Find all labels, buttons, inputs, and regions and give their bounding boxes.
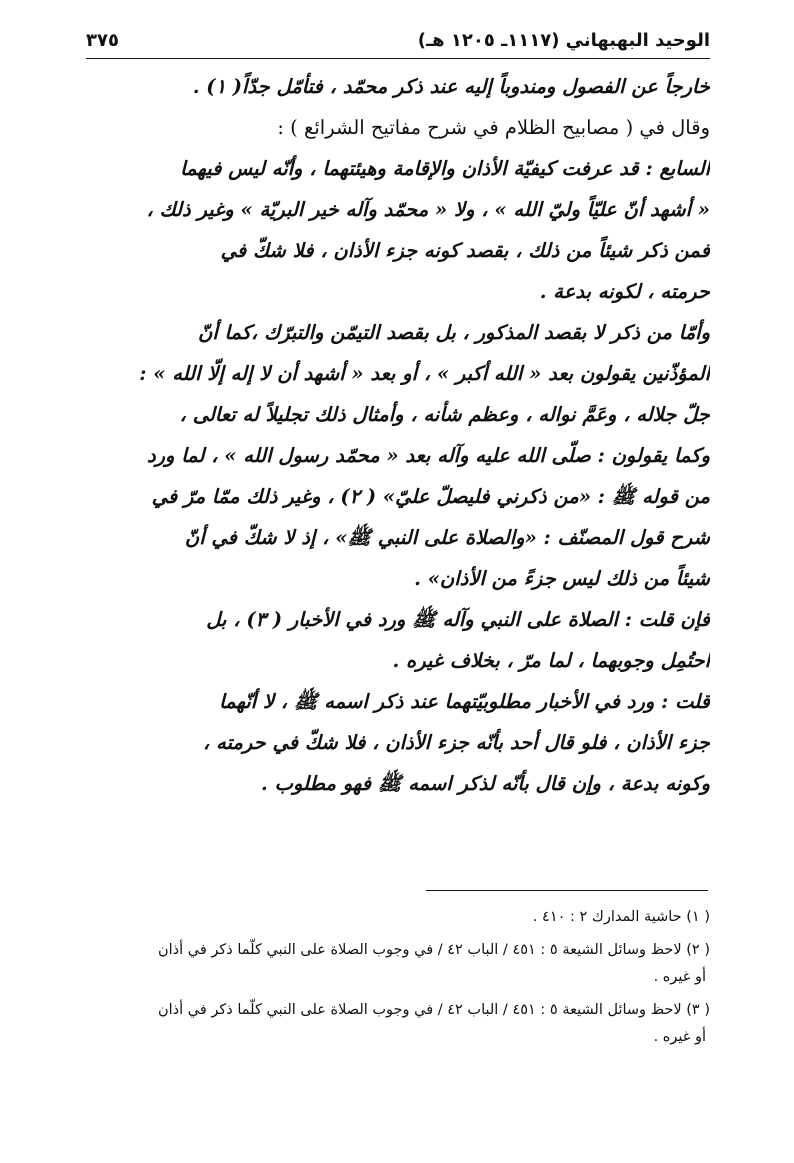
- footnotes: [86, 904, 710, 1057]
- body-text: [86, 66, 710, 804]
- text-line: وكما يقولون : صلّى الله عليه وآله بعد « محمّد رسول الله » ، لما ورد: [146, 444, 710, 467]
- text-line: وأمّا من ذكر لا بقصد المذكور ، بل بقصد التيمّن والتبرّك ،كما أنّ: [198, 321, 710, 344]
- footnote-1: [86, 904, 710, 931]
- text-line: « أشهد أنّ عليّاً وليّ الله » ، ولا « محمّد وآله خير البريّة » وغير ذلك ،: [146, 198, 710, 221]
- text-line: جزء الأذان ، فلو قال أحد بأنّه جزء الأذان ، فلا شكّ في حرمته ،: [203, 731, 710, 754]
- footnote-text-continued: أو غيره .: [653, 1029, 706, 1045]
- text-line: المؤذّنين يقولون بعد « الله أكبر » ، أو بعد « أشهد أن لا إله إلّا الله » :: [139, 362, 710, 385]
- text-line: وكونه بدعة ، وإن قال بأنّه لذكر اسمه ﷺ فهو مطلوب .: [261, 772, 710, 795]
- text-line: شيئاً من ذلك ليس جزءً من الأذان» .: [414, 567, 710, 590]
- footnote-text-continued: أو غيره .: [653, 969, 706, 985]
- text-line: خارجاً عن الفصول ومندوباً إليه عند ذكر محمّد ، فتأمّل جدّاً( ١) .: [192, 75, 710, 98]
- footnote-2: [86, 937, 710, 991]
- footnote-text: ( ٣) لاحظ وسائل الشيعة ٥ : ٤٥١ / الباب ٤٢ / في وجوب الصلاة على النبي كلّما ذكر في أذان: [158, 1002, 710, 1018]
- text-line: شرح قول المصنّف : «والصلاة على النبي ﷺ» ، إذ لا شكّ في أنّ: [184, 526, 710, 549]
- running-header: [86, 28, 710, 59]
- footnote-text: ( ٢) لاحظ وسائل الشيعة ٥ : ٤٥١ / الباب ٤٢ / في وجوب الصلاة على النبي كلّما ذكر في أذان: [158, 942, 710, 958]
- text-line: قلت : ورد في الأخبار مطلوبيّتهما عند ذكر اسمه ﷺ ، لا أنّهما: [219, 690, 710, 713]
- footnote-3: [86, 997, 710, 1051]
- text-line: من قوله ﷺ : «من ذكرني فليصلّ عليّ» ( ٢) ، وغير ذلك ممّا مرّ في: [151, 485, 710, 508]
- footnote-divider: [426, 890, 708, 891]
- text-line: جلّ جلاله ، وعَمَّ نواله ، وعظم شأنه ، وأمثال ذلك تجليلاً له تعالى ،: [179, 403, 710, 426]
- text-line: فإن قلت : الصلاة على النبي وآله ﷺ ورد في الأخبار ( ٣) ، بل: [206, 608, 710, 631]
- text-line: فمن ذكر شيئاً من ذلك ، بقصد كونه جزء الأذان ، فلا شكّ في: [220, 239, 710, 262]
- text-line: وقال في ( مصابيح الظلام في شرح مفاتيح الشرائع ) :: [277, 116, 710, 139]
- running-title: الوحيد البهبهاني (١١١٧ـ ١٢٠٥ هـ): [417, 30, 710, 51]
- text-line: احتُمِل وجوبهما ، لما مرّ ، بخلاف غيره .: [392, 649, 710, 672]
- text-line: السابع : قد عرفت كيفيّة الأذان والإقامة وهيئتهما ، وأنّه ليس فيهما: [180, 157, 710, 180]
- text-line: حرمته ، لكونه بدعة .: [539, 280, 710, 303]
- footnote-text: ( ١) حاشية المدارك ٢ : ٤١٠ .: [532, 909, 710, 925]
- page-number: ٣٧٥: [86, 30, 119, 51]
